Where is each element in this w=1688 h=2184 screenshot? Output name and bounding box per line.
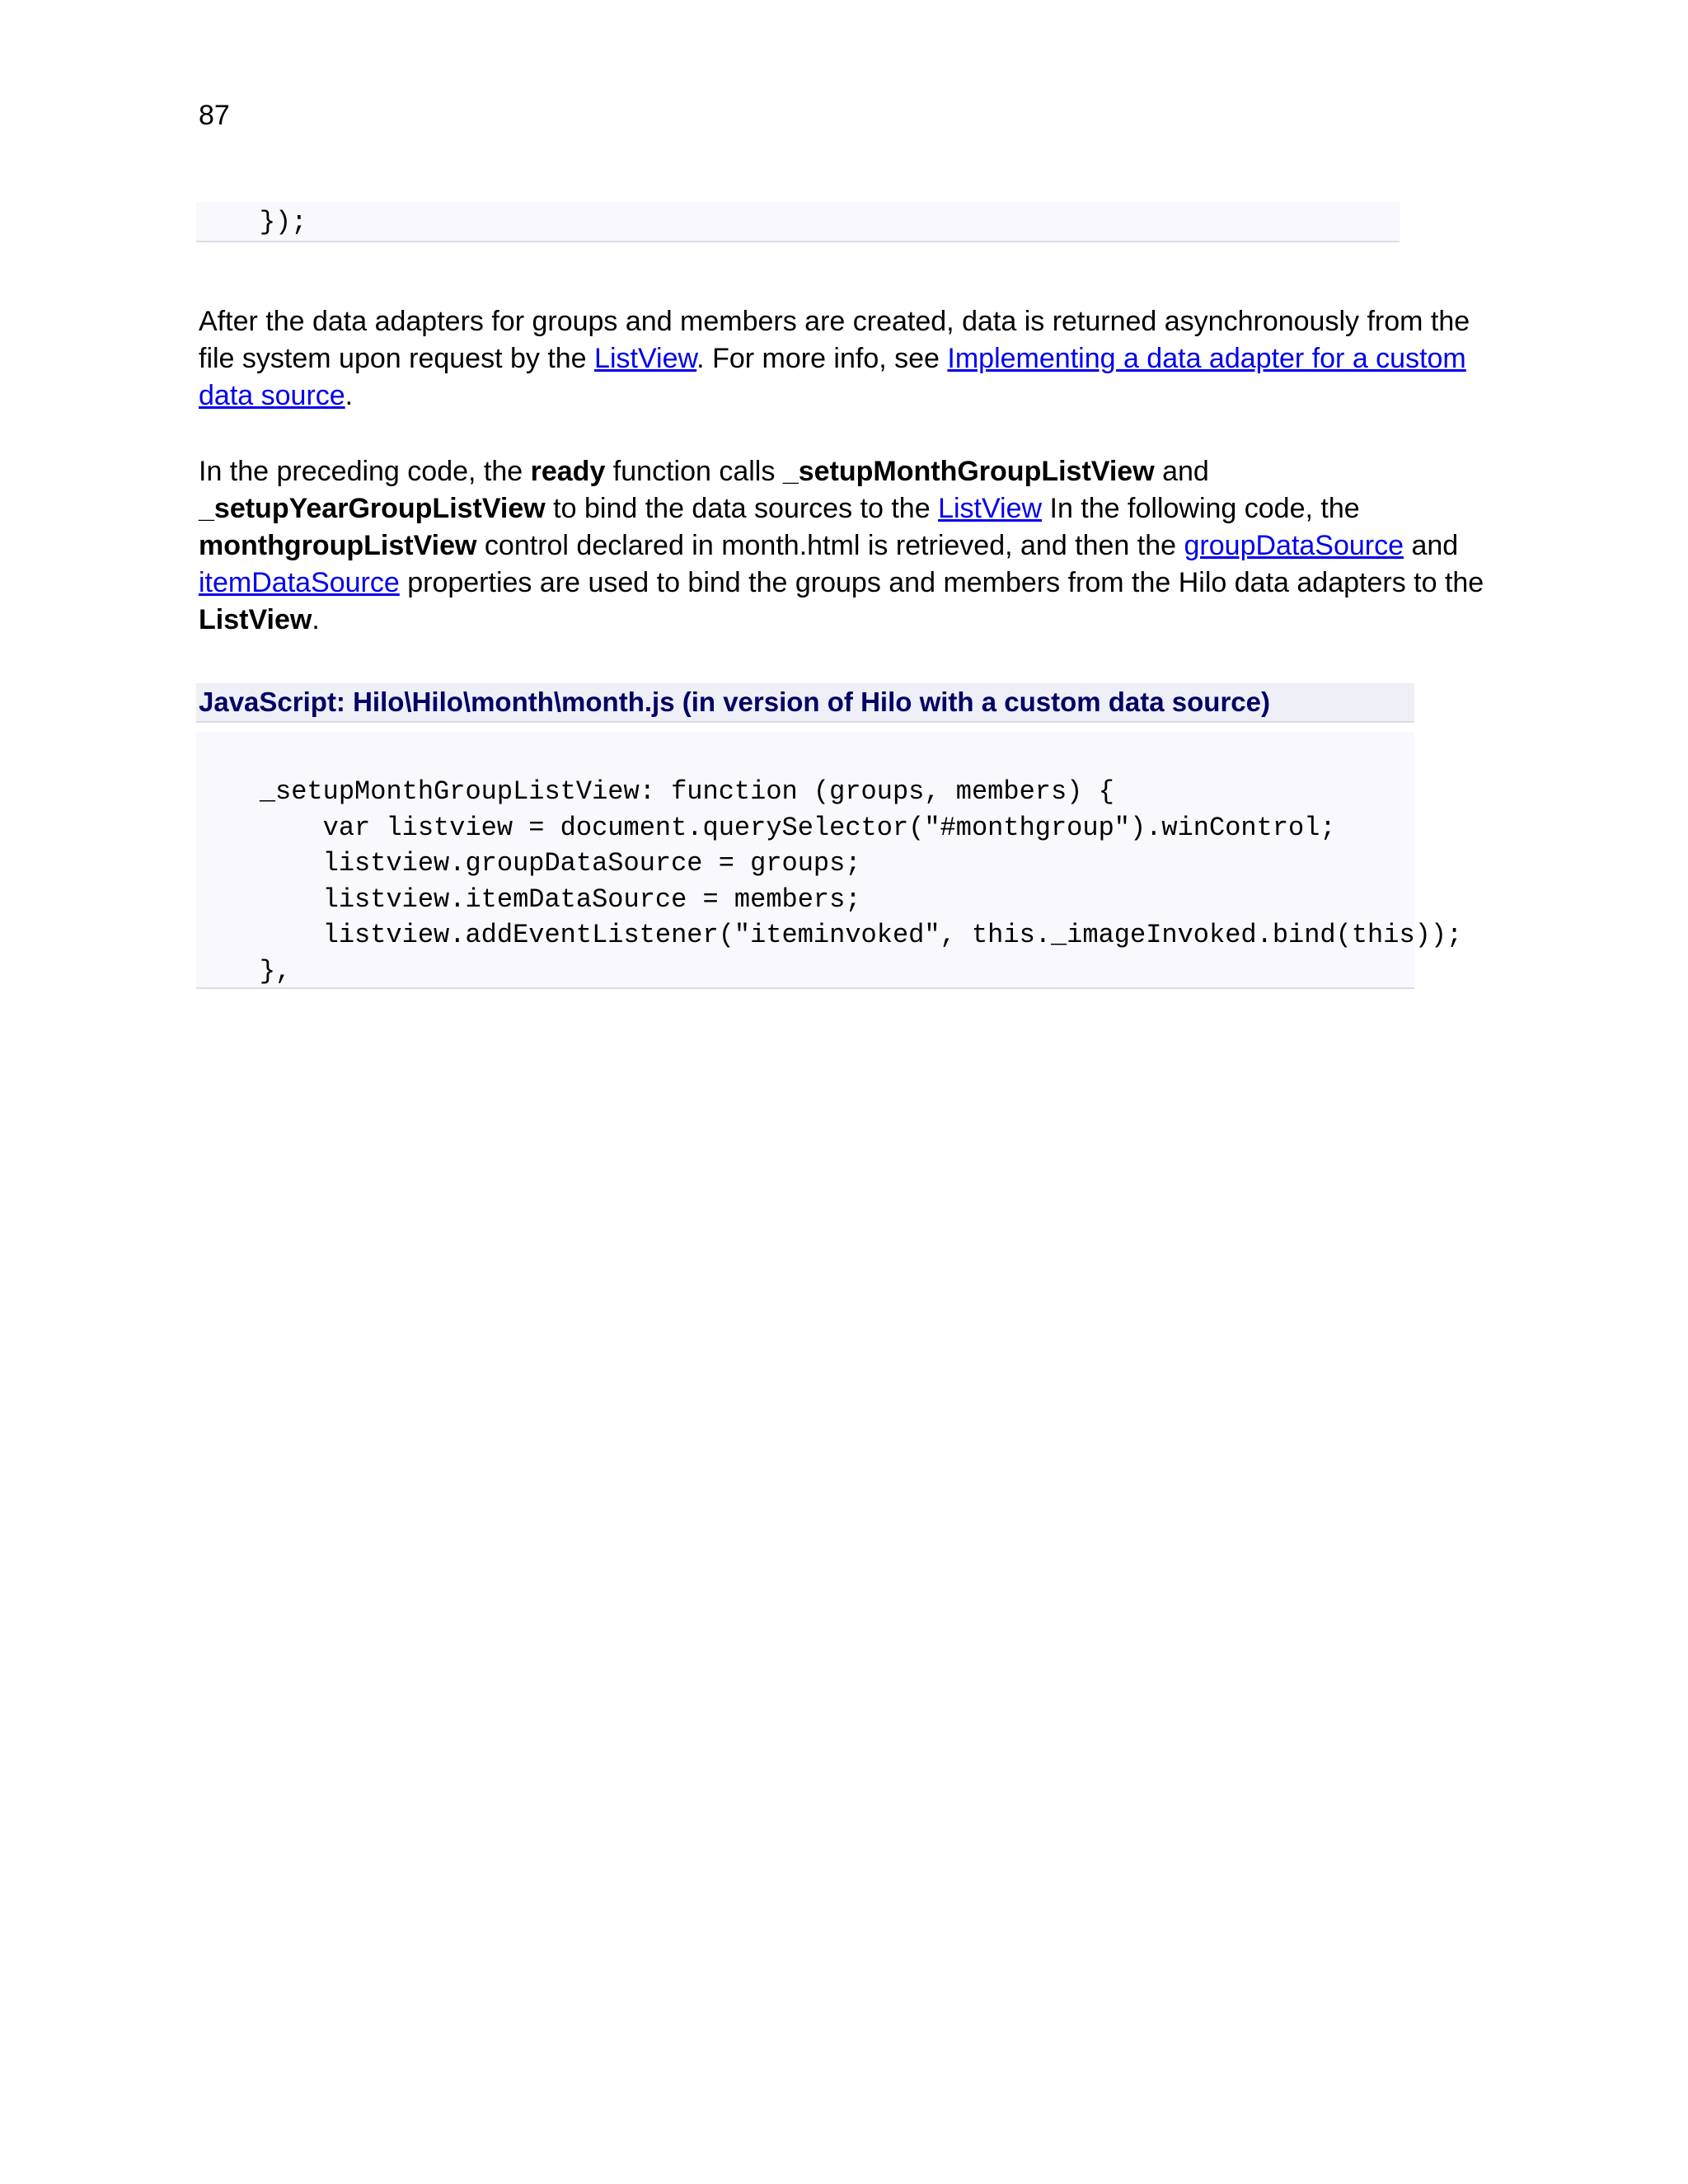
bold-term-setup-year: _setupYearGroupListView xyxy=(199,493,546,524)
paragraph-preceding-code xyxy=(199,453,1501,639)
text-span: After the data adapters for groups and members are created, data is returned asynchronously from the file system upon request by the xyxy=(199,306,1470,374)
text-span: . xyxy=(312,604,320,635)
paragraph-data-adapters xyxy=(199,303,1501,415)
text-span: properties are used to bind the groups and members from the Hilo data adapters to the xyxy=(399,567,1484,598)
text-span: and xyxy=(1154,456,1209,487)
bold-term-listview: ListView xyxy=(199,604,312,635)
code-line: listview.groupDataSource = groups; xyxy=(196,848,861,879)
page-number: 87 xyxy=(199,100,230,131)
listview-link[interactable]: ListView xyxy=(938,493,1043,524)
code-line: }, xyxy=(196,955,292,987)
listview-link[interactable]: ListView xyxy=(594,343,697,374)
text-span: In the preceding code, the xyxy=(199,456,531,487)
text-span: function calls xyxy=(605,456,783,487)
code-line: var listview = document.querySelector("#monthgroup").winControl; xyxy=(196,812,1336,843)
bold-term-setup-month: _setupMonthGroupListView xyxy=(782,456,1155,487)
text-span: In the following code, the xyxy=(1042,493,1360,524)
item-data-source-link[interactable]: itemDataSource xyxy=(199,567,400,598)
bold-term-monthgroup: monthgroupListView xyxy=(199,530,477,561)
code-line: listview.addEventListener("iteminvoked", this._imageInvoked.bind(this)); xyxy=(196,920,1463,950)
code-line: _setupMonthGroupListView: function (groups, members) { xyxy=(196,776,1114,807)
text-span: to bind the data sources to the xyxy=(545,493,939,524)
bold-term-ready: ready xyxy=(530,456,606,487)
text-span: control declared in month.html is retrieved, and then the xyxy=(476,530,1184,561)
code-block-main xyxy=(196,732,1463,989)
text-span: . For more info, see xyxy=(696,343,948,374)
group-data-source-link[interactable]: groupDataSource xyxy=(1184,530,1404,561)
code-line: listview.itemDataSource = members; xyxy=(196,883,861,915)
code-line: }); xyxy=(196,207,307,237)
text-span: . xyxy=(345,380,354,411)
code-block-heading: JavaScript: Hilo\Hilo\month\month.js (in version of Hilo with a custom data source) xyxy=(196,683,1414,723)
implementing-data-adapter-link[interactable]: Implementing a data adapter for a custom data source xyxy=(199,343,1466,411)
code-block-top xyxy=(196,202,1400,242)
text-span: and xyxy=(1404,530,1459,561)
